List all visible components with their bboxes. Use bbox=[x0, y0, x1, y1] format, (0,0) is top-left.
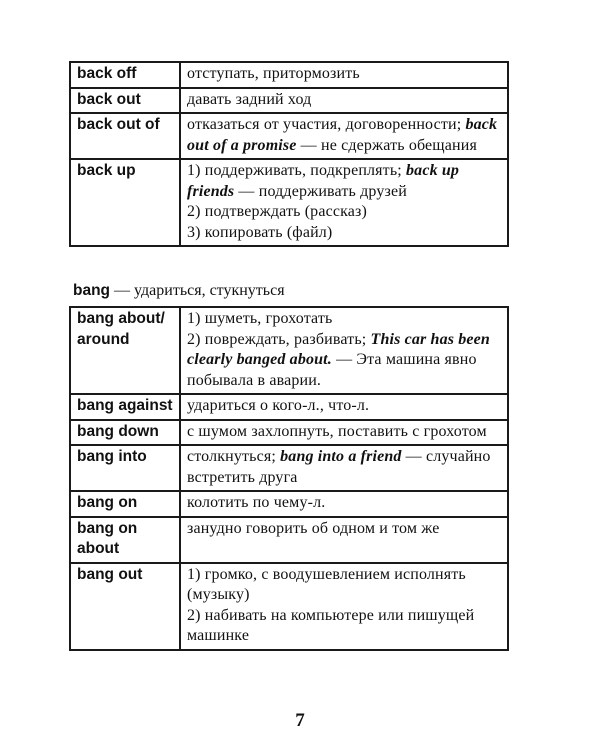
phrasal-verb-term: bang on bbox=[70, 491, 180, 517]
definition-text: с шумом захлопнуть, поставить с грохотом bbox=[187, 422, 487, 440]
definition-text: 3) копировать (файл) bbox=[187, 223, 333, 241]
table-row bbox=[70, 563, 508, 650]
definition-text: столкнуться; bbox=[187, 448, 281, 465]
table-row bbox=[70, 307, 508, 394]
phrasal-verb-term: back off bbox=[70, 62, 180, 88]
table-row bbox=[70, 420, 508, 446]
definition bbox=[180, 88, 508, 114]
phrasal-verbs-table-back bbox=[69, 61, 509, 247]
phrasal-verb-term: back out of bbox=[70, 113, 180, 159]
definition bbox=[180, 113, 508, 159]
example-phrase: This car has been clearly banged about. bbox=[187, 330, 490, 368]
definition-text: отказаться от участия, договоренности; bbox=[187, 116, 466, 133]
definition bbox=[180, 491, 508, 517]
phrasal-verb-term: bang against bbox=[70, 394, 180, 420]
table-row bbox=[70, 491, 508, 517]
table-row bbox=[70, 445, 508, 491]
section-heading-bang bbox=[73, 280, 285, 302]
phrasal-verb-term: bang on about bbox=[70, 517, 180, 563]
example-phrase: back out of a promise bbox=[187, 116, 498, 154]
table-row bbox=[70, 62, 508, 88]
phrasal-verb-term: bang down bbox=[70, 420, 180, 446]
table-row bbox=[70, 517, 508, 563]
definition-text: 1) шуметь, грохотать bbox=[187, 310, 333, 327]
table-row bbox=[70, 113, 508, 159]
example-phrase: back up friends bbox=[187, 162, 460, 200]
definition-text: — не сдержать обещания bbox=[296, 136, 477, 154]
definition-text: — случайно встретить друга bbox=[187, 448, 491, 486]
definition bbox=[180, 159, 508, 246]
phrasal-verb-term: back out bbox=[70, 88, 180, 114]
definition-text: 1) поддерживать, подкреплять; bbox=[187, 162, 407, 179]
definition bbox=[180, 420, 508, 446]
definition bbox=[180, 563, 508, 650]
phrasal-verb-term: bang out bbox=[70, 563, 180, 650]
phrasal-verb-term: back up bbox=[70, 159, 180, 246]
definition-text: отступать, притормозить bbox=[187, 65, 360, 82]
definition bbox=[180, 394, 508, 420]
page-number: 7 bbox=[295, 710, 305, 731]
definition bbox=[180, 445, 508, 491]
table-body bbox=[70, 307, 508, 650]
definition-text: занудно говорить об одном и том же bbox=[187, 519, 440, 537]
definition-text: 2) повреждать, разбивать; bbox=[187, 330, 371, 348]
table-row bbox=[70, 88, 508, 114]
definition-text: колотить по чему-л. bbox=[187, 494, 326, 511]
definition-text: 2) подтверждать (рассказ) bbox=[187, 203, 367, 220]
definition-text: — Эта машина явно побывала в аварии. bbox=[187, 351, 477, 389]
headword: bang bbox=[73, 282, 111, 299]
definition-text: удариться о кого-л., что-л. bbox=[187, 397, 370, 414]
example-phrase: bang into a friend bbox=[280, 448, 402, 465]
definition bbox=[180, 307, 508, 394]
table-row bbox=[70, 159, 508, 246]
phrasal-verbs-table-bang bbox=[69, 306, 509, 651]
definition bbox=[180, 62, 508, 88]
table-row bbox=[70, 394, 508, 420]
table-body bbox=[70, 62, 508, 246]
definition-text: 1) громко, с воодушевлением исполнять (музыку) bbox=[187, 565, 466, 603]
headword-gloss: — удариться, стукнуться bbox=[110, 282, 285, 299]
definition-text: давать задний ход bbox=[187, 90, 312, 108]
definition bbox=[180, 517, 508, 563]
definition-text: — поддерживать друзей bbox=[234, 182, 407, 200]
phrasal-verb-term: bang about/ around bbox=[70, 307, 180, 394]
definition-text: 2) набивать на компьютере или пишущей машинке bbox=[187, 606, 475, 644]
phrasal-verb-term: bang into bbox=[70, 445, 180, 491]
